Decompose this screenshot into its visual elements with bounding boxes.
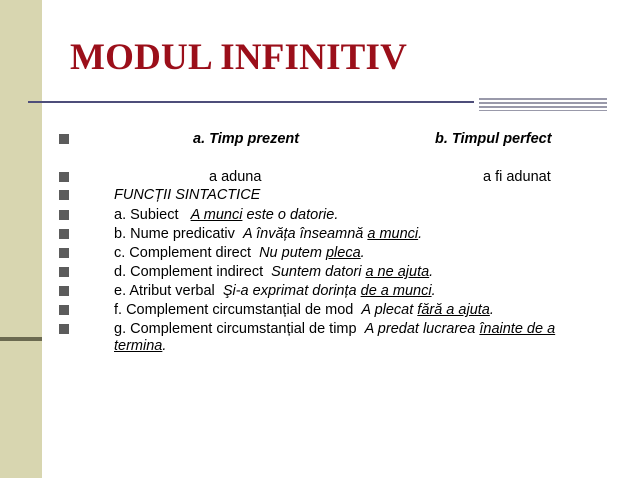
bullet-icon [59,190,69,200]
item-label: d. Complement indirect [114,264,264,280]
item-example: A învăța înseamnă a munci. [242,226,423,242]
item-example: Şi-a exprimat dorința de a munci. [222,283,436,299]
item-text [114,321,606,355]
example-underlined: fără a ajuta [417,302,490,318]
title-rule [28,101,474,103]
example-underlined: înainte de a termina [114,321,556,354]
example-underlined: A munci [190,207,243,223]
title-rule-stripes [479,98,607,111]
perfect-form: a fi adunat [483,169,551,185]
bullet-icon [59,248,69,258]
item-label: f. Complement circumstanțial de mod [114,302,354,318]
example-underlined: a ne ajuta [365,264,430,280]
item-example: A munci este o datorie. [190,207,339,223]
perfect-tense-heading: b. Timpul perfect [435,131,552,147]
present-tense-heading: a. Timp prezent [193,131,300,147]
item-text [114,264,433,281]
item-text [114,283,436,300]
item-text [114,302,494,319]
item-label: a. Subiect [114,207,179,223]
bullet-icon [59,229,69,239]
bullet-icon [59,267,69,277]
bullet-icon [59,324,69,334]
item-label: b. Nume predicativ [114,226,235,242]
side-band-divider [0,337,42,341]
bullet-icon [59,134,69,144]
bullet-icon [59,210,69,220]
item-example: Suntem datori a ne ajuta. [271,264,434,280]
section-heading: FUNCȚII SINTACTICE [114,187,261,203]
item-text [114,226,422,243]
present-form: a aduna [209,169,262,185]
item-text [114,207,338,224]
item-label: c. Complement direct [114,245,251,261]
item-example: Nu putem pleca. [259,245,365,261]
bullet-icon [59,305,69,315]
bullet-icon [59,172,69,182]
item-label: e. Atribut verbal [114,283,215,299]
example-underlined: pleca [325,245,361,261]
item-example: A plecat fără a ajuta. [361,302,494,318]
slide-title: MODUL INFINITIV [70,37,408,78]
item-example: A predat lucrarea înainte de a termina. [114,321,556,354]
item-text [114,245,365,262]
example-underlined: a munci [367,226,419,242]
side-band [0,0,42,478]
item-label: g. Complement circumstanțial de timp [114,321,357,337]
bullet-icon [59,286,69,296]
example-underlined: de a munci [360,283,432,299]
